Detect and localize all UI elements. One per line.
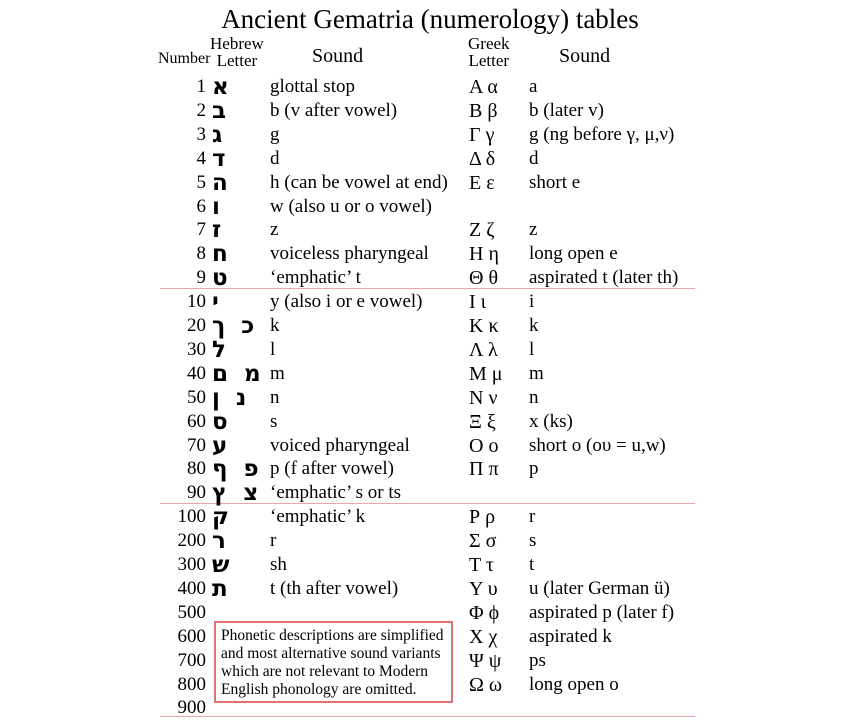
hebrew-letter: א	[212, 74, 233, 100]
greek-sound: ps	[529, 649, 546, 671]
header-hebrew-sound: Sound	[312, 45, 364, 67]
hebrew-letter: ד	[212, 145, 230, 172]
greek-sound: b (later v)	[529, 99, 604, 121]
hebrew-sound: b (v after vowel)	[270, 99, 398, 121]
hebrew-sound: voiceless pharyngeal	[270, 243, 429, 265]
phonetic-note: Phonetic descriptions are simplified and most alternative sound variants which are not relevant to Modern English phonology are omitted.	[214, 621, 453, 703]
row-number: 40	[187, 362, 206, 384]
table-row	[0, 147, 860, 171]
table-row	[0, 577, 860, 601]
greek-sound: r	[529, 506, 536, 528]
row-number: 100	[177, 506, 206, 528]
greek-letter: Ε ε	[469, 171, 495, 194]
row-number: 800	[177, 673, 206, 695]
row-number: 3	[196, 123, 206, 145]
greek-letter: Ι ι	[469, 291, 487, 314]
hebrew-sound: p (f after vowel)	[270, 458, 394, 480]
greek-sound: long open e	[529, 243, 618, 265]
hebrew-sound: z	[270, 219, 279, 241]
greek-sound: u (later German ü)	[529, 577, 670, 599]
hebrew-sound: d	[270, 147, 280, 169]
row-number: 400	[177, 577, 206, 599]
greek-letter: Π π	[469, 458, 499, 481]
greek-sound: short e	[529, 171, 581, 193]
greek-sound: d	[529, 147, 539, 169]
row-number: 50	[187, 386, 206, 408]
hebrew-letter: כ ך	[212, 313, 259, 339]
table-row	[0, 242, 860, 266]
row-number: 700	[177, 649, 206, 671]
row-number: 900	[177, 697, 206, 719]
greek-sound: aspirated k	[529, 625, 612, 647]
hebrew-sound: voiced pharyngeal	[270, 434, 410, 456]
row-number: 200	[177, 530, 206, 552]
hebrew-letter: ו	[212, 193, 224, 220]
header-hebrew-line2: Letter	[216, 51, 258, 70]
table-row	[0, 314, 860, 338]
greek-letter: Μ μ	[469, 362, 503, 385]
table-row	[0, 457, 860, 481]
greek-letter: Λ λ	[469, 338, 498, 361]
header-greek-letter	[468, 35, 510, 69]
row-number: 2	[196, 99, 206, 121]
greek-sound: n	[529, 386, 539, 408]
greek-letter: Θ θ	[469, 267, 499, 290]
table-row	[0, 195, 860, 219]
row-number: 7	[196, 219, 206, 241]
header-number: Number	[158, 50, 211, 67]
header-hebrew-line1: Hebrew	[210, 34, 264, 53]
greek-sound: i	[529, 291, 535, 313]
row-number: 70	[187, 434, 206, 456]
hebrew-letter: ל	[212, 336, 230, 363]
hebrew-sound: s	[270, 410, 278, 432]
greek-sound: a	[529, 76, 538, 97]
greek-sound: aspirated p (later f)	[529, 601, 675, 623]
header-hebrew-letter	[210, 35, 264, 69]
table-row	[0, 410, 860, 434]
greek-letter: Ξ ξ	[469, 410, 496, 433]
greek-sound: s	[529, 530, 537, 552]
table-row	[0, 386, 860, 410]
hebrew-sound: k	[270, 315, 280, 336]
row-number: 6	[196, 195, 206, 217]
row-number: 5	[196, 171, 206, 193]
table-row	[0, 362, 860, 386]
greek-letter: Τ τ	[469, 554, 494, 576]
greek-sound: m	[529, 362, 544, 384]
hebrew-sound: ‘emphatic’ s or ts	[270, 482, 402, 504]
greek-sound: l	[529, 338, 535, 360]
greek-sound: t	[529, 554, 535, 575]
hebrew-letter: ז	[212, 217, 226, 244]
hebrew-letter: ג	[212, 121, 227, 148]
greek-sound: aspirated t (later th)	[529, 267, 679, 289]
hebrew-letter: פ ף	[212, 456, 263, 483]
header-greek-line2: Letter	[468, 51, 510, 70]
hebrew-letter: ס	[212, 408, 232, 435]
greek-letter: Δ δ	[469, 147, 496, 170]
greek-letter: Η η	[469, 243, 499, 266]
hebrew-letter: נ ן	[212, 384, 251, 411]
hebrew-letter: מ ם	[212, 360, 265, 387]
table-row	[0, 218, 860, 242]
greek-letter: Φ ϕ	[469, 601, 500, 624]
greek-letter: Σ σ	[469, 530, 497, 553]
page-title: Ancient Gematria (numerology) tables	[221, 4, 639, 34]
hebrew-letter: ב	[212, 97, 231, 124]
hebrew-letter: ת	[212, 575, 232, 602]
table-row	[0, 99, 860, 123]
hebrew-sound: t (th after vowel)	[270, 577, 399, 599]
table-row	[0, 505, 860, 529]
hebrew-sound: m	[270, 362, 285, 384]
hebrew-letter: ה	[212, 169, 232, 196]
row-number: 90	[187, 482, 206, 504]
greek-sound: z	[529, 219, 538, 241]
hebrew-sound: g	[270, 123, 280, 145]
header-greek-sound: Sound	[559, 45, 611, 67]
hebrew-letter: ר	[212, 528, 230, 555]
greek-letter: Κ κ	[469, 315, 499, 337]
hebrew-sound: h (can be vowel at end)	[270, 171, 448, 193]
hebrew-letter: ח	[212, 241, 232, 268]
table-row	[0, 75, 860, 99]
table-row	[0, 434, 860, 458]
greek-letter: Ζ ζ	[469, 219, 495, 242]
hebrew-sound: glottal stop	[270, 76, 355, 97]
row-number: 8	[196, 243, 206, 265]
table-row	[0, 553, 860, 577]
table-row	[0, 123, 860, 147]
row-number: 9	[196, 267, 206, 289]
greek-letter: Α α	[469, 76, 498, 98]
greek-letter: Β β	[469, 99, 498, 122]
greek-letter: Ο ο	[469, 434, 499, 457]
row-number: 30	[187, 338, 206, 360]
row-number: 4	[196, 147, 206, 169]
hebrew-letter: צ ץ	[212, 480, 263, 507]
hebrew-sound: ‘emphatic’ k	[270, 506, 366, 528]
greek-letter: Ν ν	[469, 386, 498, 409]
table-row	[0, 266, 860, 290]
row-number: 300	[177, 554, 206, 575]
row-number: 1	[196, 76, 206, 97]
table-row	[0, 171, 860, 195]
hebrew-letter: ק	[212, 504, 233, 531]
greek-sound: short o (ου = u,w)	[529, 434, 666, 456]
hebrew-sound: n	[270, 386, 280, 408]
greek-sound: g (ng before γ, μ,ν)	[529, 123, 675, 145]
greek-letter: Υ υ	[469, 577, 498, 600]
table-row	[0, 338, 860, 362]
hebrew-sound: r	[270, 530, 277, 552]
table-row	[0, 290, 860, 314]
hebrew-sound: y (also i or e vowel)	[270, 291, 423, 313]
hebrew-letter: ע	[212, 432, 232, 459]
hebrew-sound: l	[270, 338, 276, 360]
hebrew-letter: ש	[212, 552, 234, 578]
greek-letter: Ψ ψ	[469, 649, 502, 672]
greek-letter: Χ χ	[469, 625, 498, 648]
greek-sound: x (ks)	[529, 410, 573, 432]
row-number: 600	[177, 625, 206, 647]
greek-letter: Ρ ρ	[469, 506, 496, 529]
hebrew-letter: ט	[212, 265, 232, 292]
hebrew-sound: ‘emphatic’ t	[270, 267, 361, 289]
table-row	[0, 529, 860, 553]
hebrew-sound: sh	[270, 554, 287, 575]
header-greek-line1: Greek	[468, 34, 510, 53]
row-number: 10	[187, 291, 206, 313]
greek-sound: k	[529, 315, 539, 336]
row-number: 60	[187, 410, 206, 432]
table-row	[0, 481, 860, 505]
row-number: 500	[177, 601, 206, 623]
row-number: 20	[187, 315, 206, 336]
hebrew-letter: י	[212, 289, 223, 316]
hebrew-sound: w (also u or o vowel)	[270, 195, 432, 217]
greek-sound: long open o	[529, 673, 619, 695]
greek-letter: Ω ω	[469, 673, 503, 696]
greek-sound: p	[529, 458, 539, 480]
row-number: 80	[187, 458, 206, 480]
greek-letter: Γ γ	[469, 123, 495, 146]
